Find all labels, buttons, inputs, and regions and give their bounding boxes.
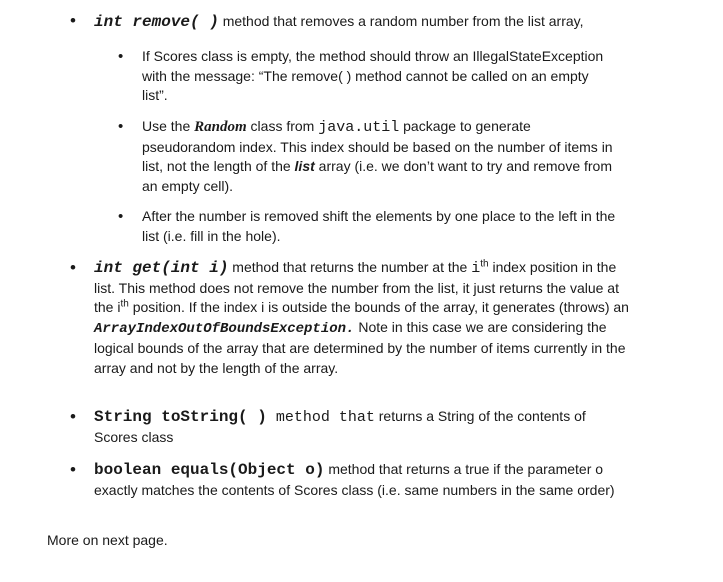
equals-description: method that returns a true if the parameter o exactly matches the contents of Scores class (i.e. same numbers in the same order)	[94, 461, 615, 498]
bullet-remove: •	[70, 11, 76, 30]
get-ith2-sup: th	[120, 298, 129, 310]
remove-signature: int remove( )	[94, 13, 219, 31]
footer-note: More on next page.	[47, 532, 168, 548]
get-ith-i: i	[471, 260, 481, 277]
random-post: array (i.e. we don’t want to try and remove from an empty cell).	[142, 158, 613, 194]
sub-bullet-empty: •	[118, 48, 124, 65]
remove-sub-empty: If Scores class is empty, the method should throw an IllegalStateException with the message: “The remove( ) method cannot be called on an empty list”.	[142, 48, 604, 103]
equals-signature: boolean equals(Object o)	[94, 461, 325, 479]
get-signature: int get(int i)	[94, 259, 229, 277]
tostring-description: returns a String of the contents of Scores class	[94, 408, 586, 445]
item-tostring	[94, 407, 594, 447]
bullet-get: •	[70, 258, 76, 277]
bullet-equals: •	[70, 460, 76, 479]
random-mid2: package to generate pseudorandom index. This index should be based on the number of items in list, not the length of the	[142, 118, 613, 174]
item-equals	[94, 460, 619, 500]
bullet-tostring: •	[70, 407, 76, 426]
get-text-4: Note in this case we are considering the logical bounds of the array that are determined by the number of items currently in the array and not by the length of the array.	[94, 318, 626, 376]
get-exception: ArrayIndexOutOfBoundsException.	[94, 320, 355, 337]
get-ith-sup: th	[480, 258, 489, 270]
tostring-mono-text: method that	[266, 409, 375, 426]
remove-sub-random	[142, 117, 627, 196]
sub-bullet-random: •	[118, 118, 124, 135]
remove-sub-shift: After the number is removed shift the elements by one place to the left in the list (i.e. fill in the hole).	[142, 208, 616, 244]
get-text-2: index position in the list. This method does not remove the number from the list, it just returns the value at the i	[94, 259, 619, 315]
get-text-1: method that returns the number at the	[228, 259, 472, 275]
random-pre: Use the	[142, 118, 195, 134]
random-class-name: Random	[194, 119, 247, 135]
remove-description: method that removes a random number from the list array,	[218, 13, 584, 29]
get-text-3: position. If the index i is outside the bounds of the array, it generates (throws) an	[128, 299, 629, 315]
item-get	[94, 258, 634, 378]
item-remove	[94, 12, 654, 33]
random-list-word: list	[294, 158, 315, 174]
random-package: java.util	[318, 119, 400, 136]
random-mid1: class from	[246, 118, 319, 134]
tostring-signature: String toString( )	[94, 408, 267, 426]
sub-bullet-shift: •	[118, 208, 124, 225]
